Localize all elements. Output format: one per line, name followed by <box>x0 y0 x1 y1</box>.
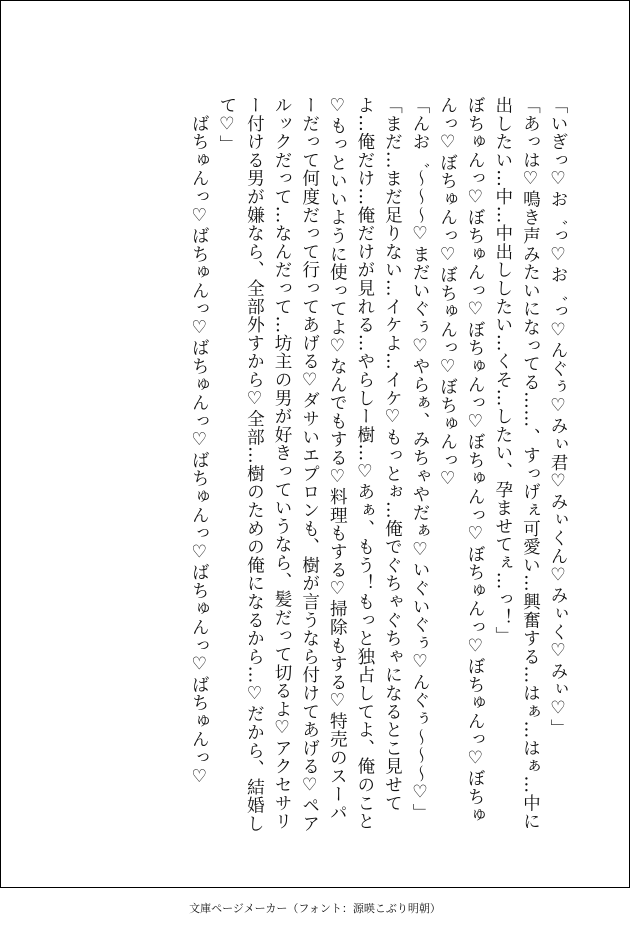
paragraph-6: ばちゅんっ♡ばちゅんっ♡ばちゅんっ♡ばちゅんっ♡ばちゅんっ♡ばちゅんっ♡ <box>189 96 210 788</box>
paragraph-5: 「まだ…まだ足りない…イケよ…イケ♡もっとぉ…俺でぐちゃぐちゃになるとこ見せてよ…俺だけ…俺だけが見れる…やらしー樹…♡あぁ、もう！もっと独占してよ、俺のこと♡もっといいように使ってよ♡なんでもする♡料理もする♡掃除もする♡特売のスーパーだって何度だって行ってあげる♡ダサいエプロンも、樹が言うなら付けてあげる♡ペアルックだって…なんだって…坊主の男が好きっていうなら、髪だって切るよ♡アクセサリー付ける男が嫌なら、全部外すから♡全部…樹のための俺になるから…♡だから、結婚して♡」 <box>216 96 403 833</box>
paragraph-2: 「あっは♡鳴き声みたいになってる……、すっげぇ可愛い…興奮する…はぁ…はぁ…中に出したい…中…中出ししたい…くそ…したい、孕ませてぇ…っ！」 <box>492 96 541 831</box>
paragraph-1: 「いぎっ♡お゛っ♡お゛っ♡んぐぅ♡みぃ君♡みぃくん♡みぃく♡みぃ♡」 <box>548 96 568 738</box>
vertical-text-body <box>185 96 571 836</box>
footer-credit: 文庫ページメーカー（フォント：源暎こぶり明朝） <box>189 902 441 915</box>
paragraph-4: 「んお゛～～～♡まだいぐぅ♡やらぁ、みちゃやだぁ♡いぐいぐぅ♡んぐぅ～～～♡」 <box>410 96 431 822</box>
paragraph-3: ぼちゅんっ♡ぼちゅんっ♡ぼちゅんっ♡ぼちゅんっ♡ぼちゅんっ♡ぼちゅんっ♡ぼちゅんっ♡ぼちゅんっ♡ぼちゅんっ♡ぼちゅんっ♡ <box>437 96 486 825</box>
